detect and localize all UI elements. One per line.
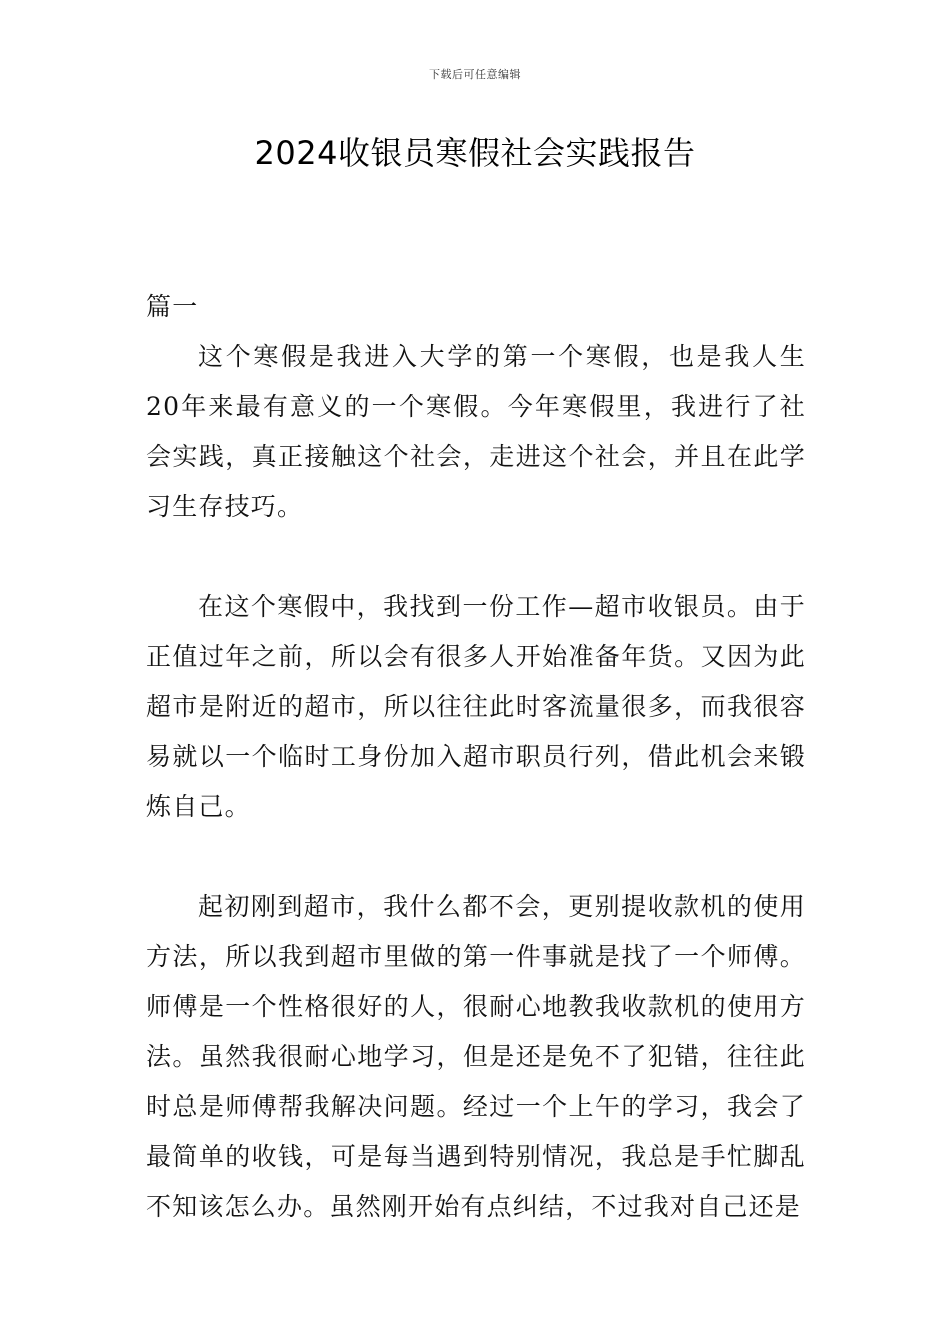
paragraph-2: 在这个寒假中，我找到一份工作—超市收银员。由于正值过年之前，所以会有很多人开始准备年货。又因为此超市是附近的超市，所以往往此时客流量很多，而我很容易就以一个临时工身份加入超市职员行列，借此机会来锻炼自己。 — [146, 592, 806, 821]
paragraph-1: 这个寒假是我进入大学的第一个寒假，也是我人生20年来最有意义的一个寒假。今年寒假里，我进行了社会实践，真正接触这个社会，走进这个社会，并且在此学习生存技巧。 — [146, 342, 806, 521]
document-body — [146, 282, 806, 1282]
header-note: 下载后可任意编辑 — [429, 68, 521, 81]
paragraph-3: 起初刚到超市，我什么都不会，更别提收款机的使用方法，所以我到超市里做的第一件事就是找了一个师傅。师傅是一个性格很好的人，很耐心地教我收款机的使用方法。虽然我很耐心地学习，但是还是免不了犯错，往往此时总是师傅帮我解决问题。经过一个上午的学习，我会了最简单的收钱，可是每当遇到特别情况，我总是手忙脚乱不知该怎么办。虽然刚开始有点纠结，不过我对自己还是 — [146, 892, 806, 1221]
section-label: 篇一 — [146, 292, 199, 321]
document-title: 2024收银员寒假社会实践报告 — [254, 134, 696, 172]
